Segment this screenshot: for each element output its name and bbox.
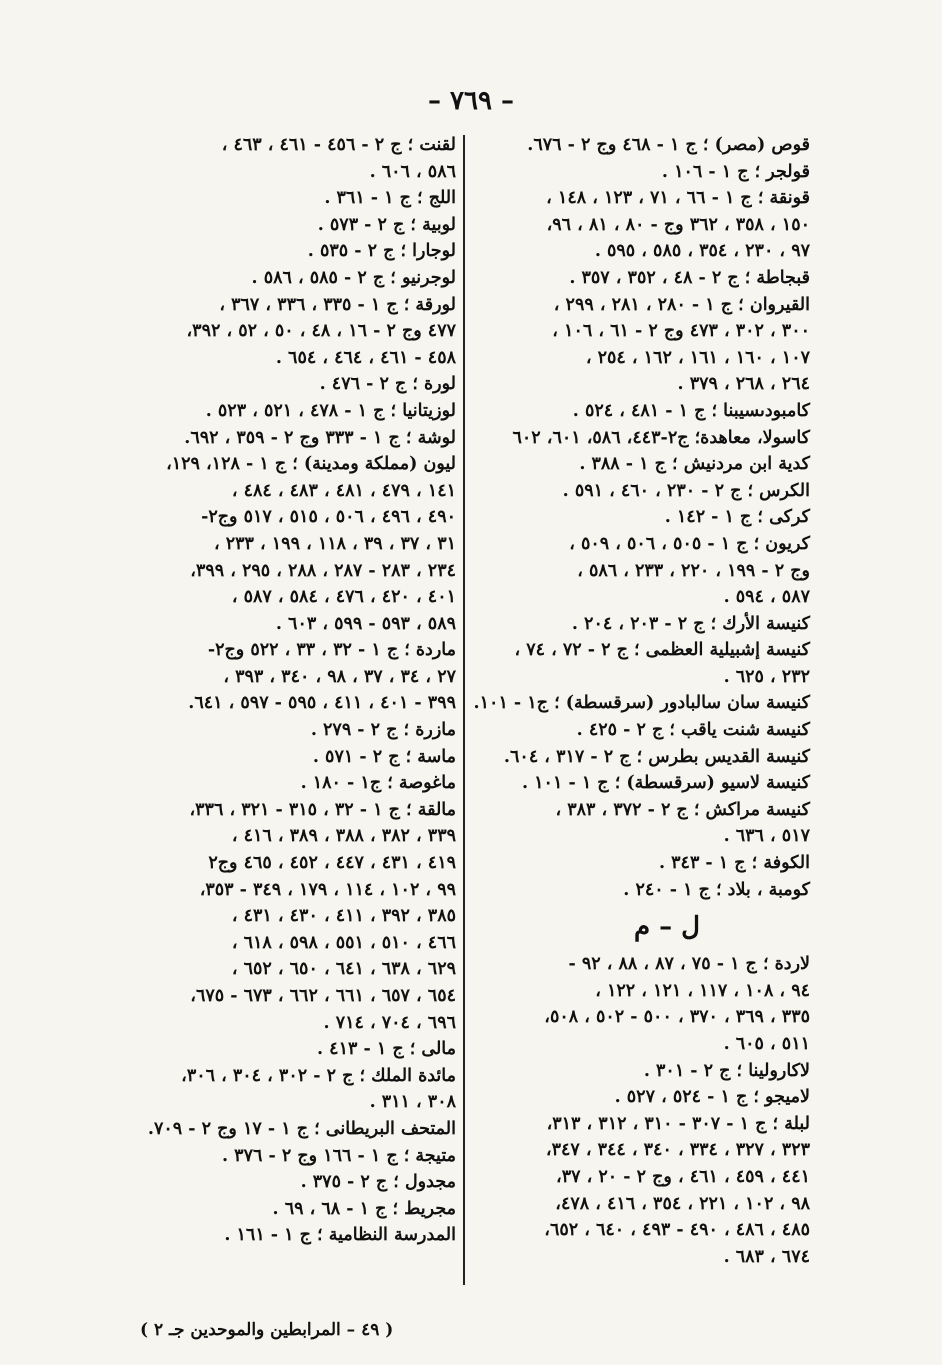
- index-continuation-line: ٥٨٦ ، ٦٠٦ .: [369, 161, 456, 182]
- page-number: – ٧٦٩ –: [427, 86, 515, 116]
- index-entry-line: لقنت ؛ ج ٢ - ٤٥٦ - ٤٦١ ، ٤٦٣ ،: [221, 135, 456, 155]
- index-entry-line: لوجارا ؛ ج ٢ - ٥٣٥ .: [307, 241, 456, 262]
- index-entry-line: المدرسة النظامية ؛ ج ١ - ١٦١ .: [224, 1225, 456, 1246]
- index-column-left: [126, 132, 456, 1249]
- index-entry-line: لوشة ؛ ج ١ - ٣٣٣ وج ٢ - ٣٥٩ ، ٦٩٢.: [184, 427, 456, 448]
- index-entry-line: لورة ؛ ج ٢ - ٤٧٦ .: [319, 374, 456, 395]
- index-column-right: [464, 132, 810, 1270]
- index-continuation-line: ٦٥٤ ، ٦٥٧ ، ٦٦١ ، ٦٦٢ ، ٦٧٣ - ٦٧٥،: [190, 986, 456, 1006]
- index-entry-line: الكوفة ؛ ج ١ - ٣٤٣ .: [658, 853, 810, 874]
- left-column-entries: [126, 132, 456, 1249]
- index-continuation-line: ٤٩٠ ، ٤٩٦ ، ٥٠٦ ، ٥١٥ ، ٥١٧ وج٢-: [201, 507, 456, 528]
- index-entry-line: كنيسة سان سالبادور (سرقسطة) ؛ ج١ - ١٠١.: [473, 693, 810, 714]
- index-entry-line: المتحف البريطانى ؛ ج ١ - ١٧ وج ٢ - ٧٠٩.: [147, 1118, 456, 1139]
- index-continuation-line: ٤٨٥ ، ٤٨٦ ، ٤٩٠ - ٤٩٣ ، ٦٤٠ ، ٦٥٢،: [544, 1220, 810, 1241]
- index-continuation-line: ٦٧٤ ، ٦٨٣ .: [723, 1246, 810, 1267]
- index-continuation-line: ٣٣٥ ، ٣٦٩ ، ٣٧٠ ، ٥٠٠ - ٥٠٢ ، ٥٠٨،: [544, 1007, 810, 1028]
- index-continuation-line: ٥٨٩ ، ٥٩٣ - ٥٩٩ ، ٦٠٣ .: [275, 613, 456, 634]
- index-entry-line: لاكارولينا ؛ ج ٢ - ٣٠١ .: [643, 1060, 810, 1081]
- index-entry-line: ماردة ؛ ج ١ - ٣٢ ، ٣٣ ، ٥٢٢ وج٢-: [207, 640, 456, 661]
- section-heading: ل – م: [633, 912, 701, 943]
- index-entry-line: لبلة ؛ ج ١ - ٣٠٧ - ٣١٠ ، ٣١٢ ، ٣١٣،: [546, 1113, 810, 1134]
- index-continuation-line: وج ٢ - ١٩٩ ، ٢٢٠ ، ٢٣٣ ، ٥٨٦ ،: [577, 560, 810, 581]
- index-continuation-line: ٣١ ، ٣٧ ، ٣٩ ، ١١٨ ، ١٩٩ ، ٢٣٣ ،: [213, 533, 456, 554]
- index-entry-line: مجدول ؛ ج ٢ - ٣٧٥ .: [300, 1172, 456, 1193]
- index-entry-line: كنيسة الأرك ؛ ج ٢ - ٢٠٣ ، ٢٠٤ .: [571, 613, 810, 634]
- index-continuation-line: ٣٣٩ ، ٣٨٢ ، ٣٨٨ ، ٣٨٩ ، ٤١٦ ،: [231, 826, 456, 847]
- index-continuation-line: ٢٣٢ ، ٦٢٥ .: [723, 666, 810, 687]
- index-continuation-line: ٣٢٣ ، ٣٢٧ ، ٣٣٤ ، ٣٤٠ ، ٣٤٤ ، ٣٤٧،: [545, 1140, 810, 1161]
- index-entry-line: مالقة ؛ ج ١ - ٣٢ ، ٣١٥ - ٣٢١ ، ٣٣٦،: [189, 799, 456, 820]
- page-footer: ( ٤٩ – المرابطين والموحدين جـ ٢ ): [140, 1320, 394, 1340]
- index-entry-line: مجريط ؛ ج ١ - ٦٨ ، ٦٩ .: [272, 1198, 456, 1219]
- index-continuation-line: ٢٣٤ ، ٢٨٣ - ٢٨٧ ، ٢٨٨ ، ٢٩٥ ، ٣٩٩،: [190, 560, 456, 581]
- index-entry-line: لوبية ؛ ج ٢ - ٥٧٣ .: [317, 214, 456, 235]
- index-entry-line: كامبودىسيبنا ؛ ج ١ - ٤٨١ ، ٥٢٤ .: [572, 400, 810, 421]
- index-continuation-line: ٦٩٦ ، ٧٠٤ ، ٧١٤ .: [323, 1012, 456, 1033]
- index-entry-line: لاميجو ؛ ج ١ - ٥٢٤ ، ٥٢٧ .: [614, 1087, 810, 1108]
- index-entry-line: كنيسة القديس بطرس ؛ ج ٢ - ٣١٧ ، ٦٠٤.: [503, 746, 810, 767]
- index-entry-line: كومبة ، بلاد ؛ ج ١ - ٢٤٠ .: [623, 879, 810, 900]
- index-continuation-line: ٢٦٤ ، ٢٦٨ ، ٣٧٩ .: [677, 374, 810, 395]
- index-continuation-line: ٩٧ ، ٢٣٠ ، ٣٥٤ ، ٥٨٥ ، ٥٩٥ .: [594, 241, 810, 262]
- index-continuation-line: ٩٩ ، ١٠٢ ، ١١٤ ، ١٧٩ ، ٣٤٩ - ٣٥٣،: [199, 879, 456, 900]
- index-entry-line: قونقة ؛ ج ١ - ٦٦ ، ٧١ ، ١٢٣ ، ١٤٨ ،: [546, 188, 810, 209]
- index-continuation-line: ٤٧٧ وج ٢ - ١٦ ، ٤٨ ، ٥٠ ، ٥٢ ، ٣٩٢،: [186, 321, 456, 342]
- index-entry-line: كنيسة مراكش ؛ ج ٢ - ٣٧٢ ، ٣٨٣ ،: [555, 799, 810, 820]
- index-continuation-line: ٤٤١ ، ٤٥٩ ، ٤٦١ ، وج ٢ - ٢٠ ، ٣٧،: [556, 1166, 810, 1187]
- index-continuation-line: ٤٠١ ، ٤٢٠ ، ٤٧٦ ، ٥٨٤ ، ٥٨٧ ،: [231, 587, 456, 608]
- index-entry-line: الكرس ؛ ج ٢ - ٢٣٠ ، ٤٦٠ ، ٥٩١ .: [562, 480, 810, 501]
- index-continuation-line: ٥١٧ ، ٦٣٦ .: [723, 826, 810, 847]
- index-continuation-line: ٣٩٩ - ٤٠١ ، ٤١١ ، ٥٩٥ - ٥٩٧ ، ٦٤١.: [188, 693, 456, 714]
- index-entry-line: كنيسة شنت ياقب ؛ ج ٢ - ٤٢٥ .: [576, 720, 810, 741]
- index-continuation-line: ٩٤ ، ١٠٨ ، ١١٧ ، ١٢١ ، ١٢٢ ،: [595, 980, 810, 1001]
- right-column-entries-after-heading: [464, 951, 810, 1270]
- index-continuation-line: ٥١١ ، ٦٠٥ .: [723, 1034, 810, 1054]
- index-entry-line: ماسة ؛ ج ٢ - ٥٧١ .: [312, 746, 456, 767]
- index-entry-line: كركى ؛ ج ١ - ١٤٢ .: [664, 507, 810, 528]
- index-entry-line: كاسولا، معاهدة؛ ج٢-٤٤٣، ٥٨٦، ٦٠١، ٦٠٢: [512, 427, 810, 448]
- index-continuation-line: ١٥٠ ، ٣٥٨ ، ٣٦٢ وج - ٨٠ ، ٨١ ، ٩٦،: [546, 214, 810, 235]
- index-entry-line: مازرة ؛ ج ٢ - ٢٧٩ .: [310, 720, 456, 741]
- index-entry-line: مائدة الملك ؛ ج ٢ - ٣٠٢ ، ٣٠٤ ، ٣٠٦،: [181, 1065, 456, 1086]
- index-entry-line: مالى ؛ ج ١ - ٤١٣ .: [316, 1039, 456, 1060]
- index-continuation-line: ٩٨ ، ١٠٢ ، ٢٢١ ، ٣٥٤ ، ٤١٦ ، ٤٧٨،: [555, 1193, 810, 1214]
- index-entry-line: اللج ؛ ج ١ - ٣٦١ .: [324, 188, 456, 209]
- index-entry-line: ليون (مملكة ومدينة) ؛ ج ١ - ١٢٨، ١٢٩،: [166, 454, 456, 475]
- index-entry-line: لورقة ؛ ج ١ - ٣٣٥ ، ٣٣٦ ، ٣٦٧ ،: [219, 294, 456, 315]
- index-entry-line: متيجة ؛ ج ١ - ١٦٦ وج ٢ - ٣٧٦ .: [221, 1145, 456, 1166]
- index-entry-line: قوص (مصر) ؛ ج ١ - ٤٦٨ وج ٢ - ٦٧٦.: [527, 135, 810, 155]
- index-entry-line: كدية ابن مردنيش ؛ ج ١ - ٣٨٨ .: [579, 454, 810, 475]
- index-continuation-line: ١٤١ ، ٤٧٩ ، ٤٨١ ، ٤٨٣ ، ٤٨٤ ،: [231, 480, 456, 501]
- index-entry-line: كنيسة لاسيو (سرقسطة) ؛ ج ١ - ١٠١ .: [521, 773, 810, 794]
- index-continuation-line: ٤٦٦ ، ٥١٠ ، ٥٥١ ، ٥٩٨ ، ٦١٨ ،: [231, 932, 456, 953]
- index-continuation-line: ٥٨٧ ، ٥٩٤ .: [723, 587, 810, 608]
- index-continuation-line: ٣٠٨ ، ٣١١ .: [369, 1092, 456, 1113]
- index-entry-line: لوزيتانيا ؛ ج ١ - ٤٧٨ ، ٥٢١ ، ٥٢٣ .: [205, 400, 456, 421]
- index-continuation-line: ٤٥٨ - ٤٦١ ، ٤٦٤ ، ٦٥٤ .: [275, 347, 456, 368]
- index-continuation-line: ١٠٧ ، ١٦٠ ، ١٦١ ، ١٦٢ ، ٢٥٤ ،: [585, 347, 810, 368]
- index-continuation-line: ٢٧ ، ٣٤ ، ٣٧ ، ٩٨ ، ٣٤٠ ، ٣٩٣ ،: [223, 666, 456, 687]
- index-entry-line: قولجر ؛ ج ١ - ١٠٦ .: [661, 161, 810, 182]
- index-entry-line: كنيسة إشبيلية العظمى ؛ ج ٢ - ٧٢ ، ٧٤ ،: [514, 640, 810, 661]
- index-entry-line: ماغوصة ؛ ج١ - ١٨٠ .: [300, 773, 456, 794]
- index-entry-line: كريون ؛ ج ١ - ٥٠٥ ، ٥٠٦ ، ٥٠٩ ،: [569, 533, 810, 554]
- index-entry-line: لاردة ؛ ج ١ - ٧٥ ، ٨٧ ، ٨٨ ، ٩٢ -: [568, 954, 810, 975]
- index-continuation-line: ٤١٩ ، ٤٣١ ، ٤٤٧ ، ٤٥٢ ، ٤٦٥ وج٢: [208, 853, 456, 874]
- index-entry-line: القيروان ؛ ج ١ - ٢٨٠ ، ٢٨١ ، ٢٩٩ ،: [553, 294, 810, 315]
- index-continuation-line: ٣٠٠ ، ٣٠٢ ، ٤٧٣ وج ٢ - ٦١ ، ١٠٦ ،: [552, 321, 810, 342]
- right-column-entries-before-heading: [464, 132, 810, 903]
- index-entry-line: قبجاطة ؛ ج ٢ - ٤٨ ، ٣٥٢ ، ٣٥٧ .: [569, 267, 810, 288]
- index-continuation-line: ٦٢٩ ، ٦٣٨ ، ٦٤١ ، ٦٥٠ ، ٦٥٢ ،: [231, 959, 456, 980]
- index-continuation-line: ٣٨٥ ، ٣٩٢ ، ٤١١ ، ٤٣٠ ، ٤٣١ ،: [231, 906, 456, 927]
- index-entry-line: لوجرنيو ؛ ج ٢ - ٥٨٥ ، ٥٨٦ .: [251, 267, 456, 288]
